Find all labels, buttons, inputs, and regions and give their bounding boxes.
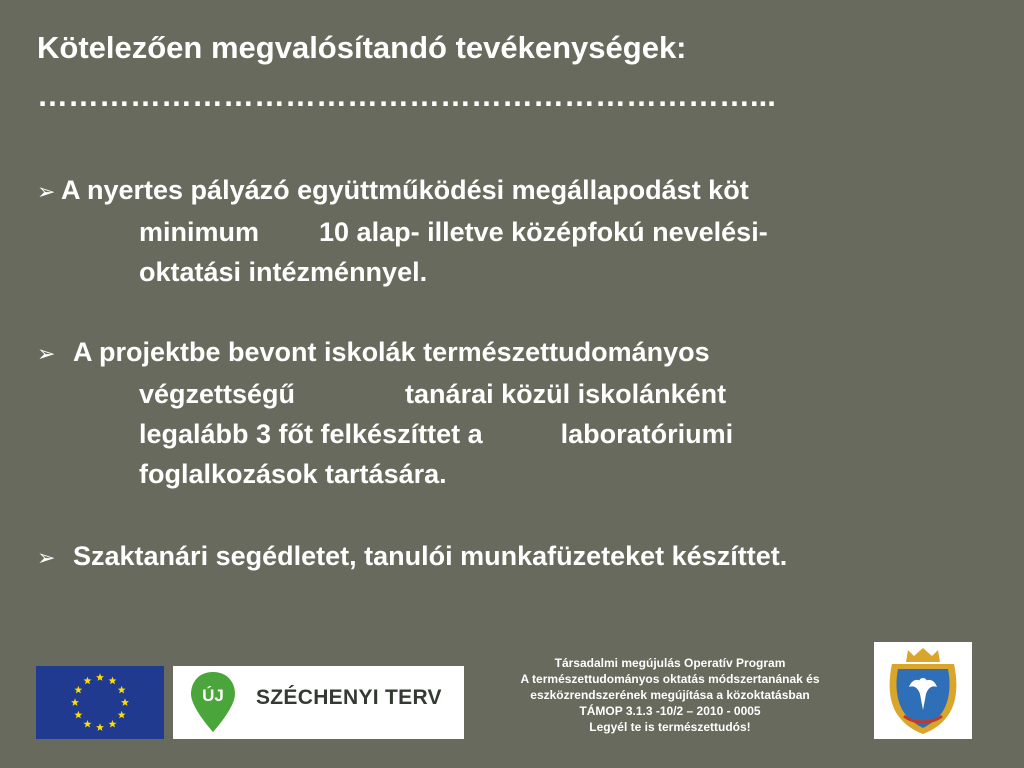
coat-of-arms-icon <box>874 642 972 739</box>
eu-star-icon <box>121 698 129 706</box>
program-line-4: TÁMOP 3.1.3 -10/2 – 2010 - 0005 <box>579 704 761 718</box>
program-line-3: eszközrendszerének megújítása a közoktatásban <box>530 688 810 702</box>
eu-star-icon <box>96 673 104 681</box>
program-line-5: Legyél te is természettudós! <box>589 720 751 734</box>
bullet-2-line-3b: laboratóriumi <box>560 419 734 449</box>
arrow-bullet-icon: ➢ <box>37 179 56 204</box>
eu-star-icon <box>109 720 117 728</box>
bullet-2-line-1: A projektbe bevont iskolák természettudományos <box>73 337 710 367</box>
eu-star-icon <box>96 723 104 731</box>
eu-star-icon <box>109 677 117 685</box>
eu-star-icon <box>84 720 92 728</box>
program-line-1: Társadalmi megújulás Operatív Program <box>554 656 786 670</box>
eu-star-icon <box>118 686 126 694</box>
eu-star-icon <box>84 677 92 685</box>
szechenyi-badge: ÚJ <box>202 686 224 705</box>
eu-star-icon <box>71 698 79 706</box>
bullet-1-line-2a: minimum <box>139 217 260 247</box>
bullet-3-line-1: Szaktanári segédletet, tanulói munkafüzeteket készíttet. <box>73 541 788 571</box>
eu-flag-logo <box>36 666 164 739</box>
program-info <box>480 655 860 735</box>
bullet-2-line-2b: tanárai közül iskolánként <box>405 379 727 409</box>
arrow-bullet-icon: ➢ <box>37 545 56 570</box>
bullet-1-line-2b: 10 alap- illetve középfokú nevelési- <box>319 217 768 247</box>
arrow-bullet-icon: ➢ <box>37 341 56 366</box>
bullet-2-line-2a: végzettségű <box>139 379 296 409</box>
location-pin-icon <box>183 666 243 739</box>
eu-stars-icon <box>36 666 164 739</box>
eu-star-icon <box>118 711 126 719</box>
bullet-2-line-3a: legalább 3 főt felkészíttet a <box>139 419 483 449</box>
bullet-3 <box>37 536 787 578</box>
bullet-1 <box>37 170 768 292</box>
bullet-2-line-4: foglalkozások tartására. <box>139 459 447 489</box>
szechenyi-terv-logo <box>173 666 464 739</box>
bullet-1-line-3: oktatási intézménnyel. <box>139 257 428 287</box>
szechenyi-text: SZÉCHENYI TERV <box>256 686 442 709</box>
bullet-1-line-1: A nyertes pályázó együttműködési megállapodást köt <box>61 175 749 205</box>
slide-title: Kötelezően megvalósítandó tevékenységek: <box>37 30 687 65</box>
program-line-2: A természettudományos oktatás módszertanának és <box>520 672 820 686</box>
title-dots: ……………………………………………………………... <box>37 78 776 113</box>
eu-star-icon <box>74 711 82 719</box>
eu-star-icon <box>74 686 82 694</box>
bullet-2 <box>37 332 733 494</box>
coat-of-arms-logo <box>874 642 972 739</box>
